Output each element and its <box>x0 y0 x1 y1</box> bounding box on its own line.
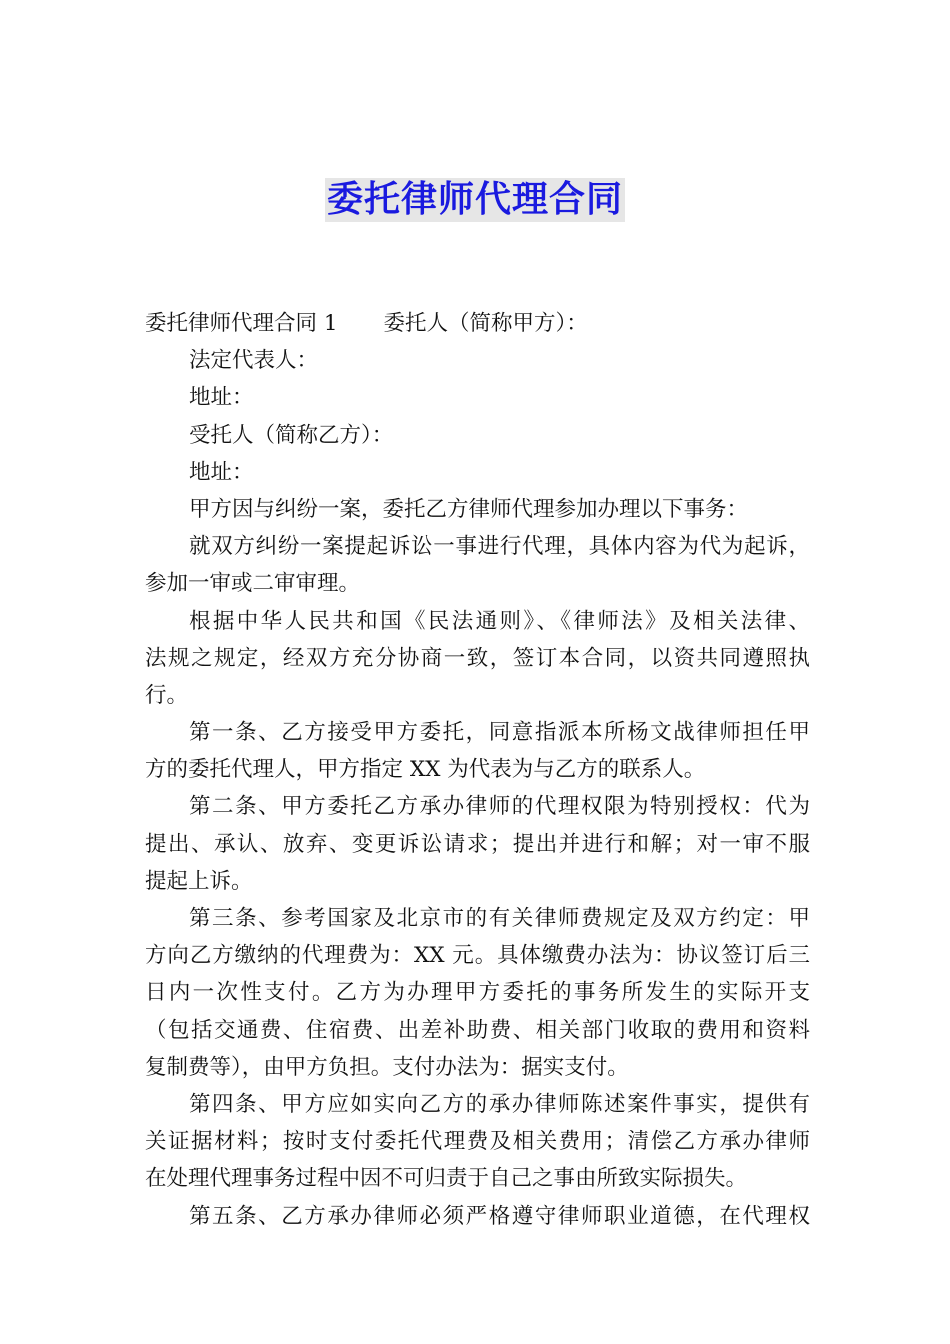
paragraph-line: 关证据材料；按时支付委托代理费及相关费用；清偿乙方承办律师 <box>145 1129 810 1155</box>
paragraph-line: 日内一次性支付。乙方为办理甲方委托的事务所发生的实际开支 <box>145 980 810 1006</box>
paragraph-line: 第四条、甲方应如实向乙方的承办律师陈述案件事实，提供有 <box>189 1091 810 1117</box>
paragraph-line: 复制费等），由甲方负担。支付办法为：据实支付。 <box>145 1054 629 1080</box>
paragraph-line: 方的委托代理人，甲方指定 XX 为代表为与乙方的联系人。 <box>145 757 706 783</box>
paragraph-line: 提出、承认、放弃、变更诉讼请求；提出并进行和解；对一审不服 <box>145 831 810 857</box>
paragraph-line: 参加一审或二审审理。 <box>145 571 361 597</box>
heading-line <box>145 305 810 342</box>
paragraph-line: 第五条、乙方承办律师必须严格遵守律师职业道德，在代理权 <box>189 1203 810 1229</box>
paragraph-line: 受托人（简称乙方）： <box>189 422 394 448</box>
paragraph-line: 地址： <box>189 385 254 411</box>
heading-left: 委托律师代理合同 1 <box>145 311 338 336</box>
document-title: 委托律师代理合同 <box>326 179 623 220</box>
paragraph-line: 在处理代理事务过程中因不可归责于自己之事由所致实际损失。 <box>145 1166 748 1192</box>
title-container <box>0 178 950 222</box>
document-body <box>145 305 810 1235</box>
paragraph-line: 甲方因与纠纷一案，委托乙方律师代理参加办理以下事务： <box>189 496 749 522</box>
paragraph-line: 方向乙方缴纳的代理费为：XX 元。具体缴费办法为：协议签订后三 <box>145 943 810 969</box>
paragraph-line: 就双方纠纷一案提起诉讼一事进行代理，具体内容为代为起诉， <box>189 534 810 560</box>
paragraph-line: 第二条、甲方委托乙方承办律师的代理权限为特别授权：代为 <box>189 794 810 820</box>
paragraph-line: 地址： <box>189 459 254 485</box>
paragraph-line: 提起上诉。 <box>145 868 253 894</box>
paragraph-line: 法规之规定，经双方充分协商一致，签订本合同，以资共同遵照执 <box>145 645 810 671</box>
paragraph-line: 根据中华人民共和国《民法通则》、《律师法》及相关法律、 <box>189 608 810 634</box>
paragraph-line: （包括交通费、住宿费、出差补助费、相关部门收取的费用和资料 <box>145 1017 810 1043</box>
paragraph-line: 法定代表人： <box>189 348 319 374</box>
paragraph-line: 第三条、参考国家及北京市的有关律师费规定及双方约定：甲 <box>189 906 810 931</box>
paragraph-line: 行。 <box>145 682 189 708</box>
heading-right: 委托人（简称甲方）： <box>383 311 588 336</box>
paragraph-line: 第一条、乙方接受甲方委托，同意指派本所杨文战律师担任甲 <box>189 720 810 746</box>
